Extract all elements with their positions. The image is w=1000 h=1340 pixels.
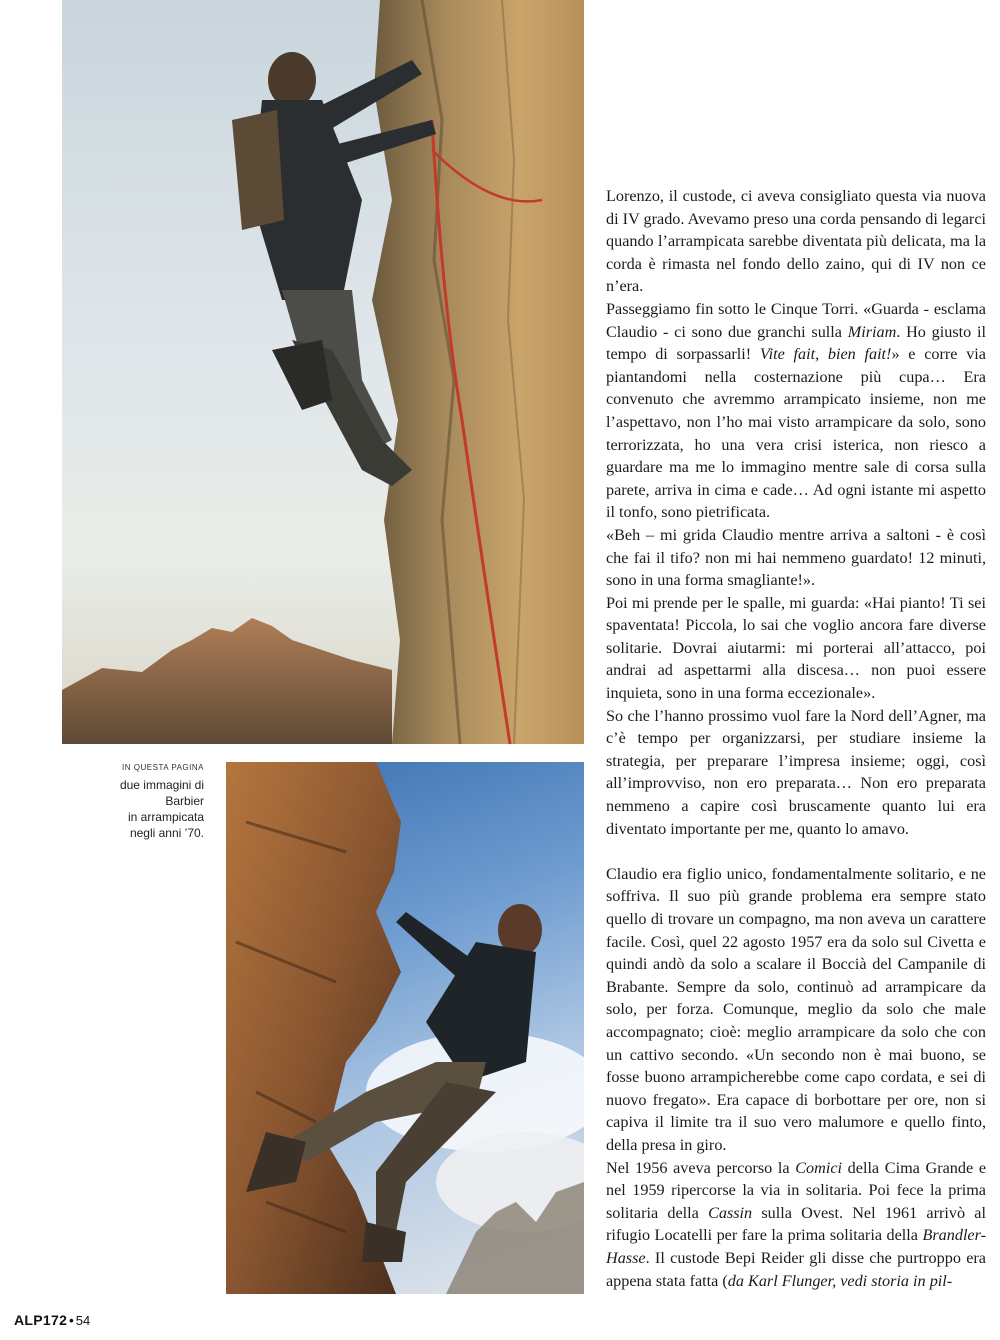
italic-quote: Vite fait, bien fait! xyxy=(759,345,892,364)
paragraph-text: . Il custode Bepi Reider gli disse che purtroppo era appena stata fatta ( xyxy=(606,1248,986,1290)
paragraph-text: . Ho giusto il tempo di sorpassarli! xyxy=(606,322,986,364)
article-body xyxy=(606,185,986,1292)
paragraph-text: Passeggiamo fin sotto le Cinque Torri. «Guarda - esclama Claudio - ci sono due granchi sulla xyxy=(606,299,986,341)
paragraph-text: della Cima Grande e nel 1959 ripercorse la via in solitaria. Poi fece la prima solitaria della xyxy=(606,1158,987,1222)
paragraph-text: Nel 1956 aveva percorso la xyxy=(606,1158,796,1177)
paragraph-text: » e corre via piantandomi nella costernazione più cupa… Era convenuto che avremmo arrampicato insieme, non me l’aspettavo, non l’ho mai visto arrampicare da solo, sono terrorizzata, ho una vera crisi isterica, non riesco a guardare ma me lo immagino mentre sale di corsa sulla parete, arriva in cima e cade… Ad ogni istante mi aspetto il tonfo, sono pietrificata. xyxy=(606,345,986,522)
article-paragraph: Lorenzo, il custode, ci aveva consigliato questa via nuova di IV grado. Avevamo preso una corda pensando di legarci quando l’arrampicata sarebbe diventata più delicata, ma la corda è rimasta nel fondo dello zaino, qui di IV non ce n’era. xyxy=(606,187,986,296)
article-paragraph: So che l’hanno prossimo vuol fare la Nord dell’Agner, ma c’è tempo per organizzarsi, per studiare insieme la strategia, per preparare l’impresa insieme; oggi, così all’improvviso, non ero preparata… Non ero preparata nemmeno a capire così bruscamente quanto lui era diventato importante per me, quanto lo amavo. xyxy=(606,706,986,838)
photo-caption xyxy=(92,760,204,841)
separator-dot: • xyxy=(69,1313,74,1328)
caption-heading: IN QUESTA PAGINA xyxy=(122,763,204,772)
page-number: 54 xyxy=(75,1313,91,1328)
page-footer xyxy=(14,1312,90,1328)
paragraph-text: Beh – mi grida Claudio mentre arriva a saltoni - è così che fai il tifo? non mi hai nemmeno guardato! 12 minuti, sono in una forma smagliante!». xyxy=(606,525,986,590)
italic-route-name: Miriam xyxy=(847,322,897,341)
magazine-name: ALP172 xyxy=(14,1312,68,1328)
caption-line: negli anni ’70. xyxy=(129,826,204,840)
italic-route-name: Comici xyxy=(795,1158,842,1177)
article-paragraph xyxy=(606,524,986,592)
italic-reference: da Karl Flunger, vedi storia in pil- xyxy=(727,1271,953,1290)
italic-route-name: Brandler-Hasse xyxy=(606,1226,986,1267)
article-paragraph: Claudio era figlio unico, fondamentalmente solitario, e ne soffriva. Il suo più grande problema era sempre stato quello di trovare un compagno, ma non aveva un carattere facile. Così, quel 22 agosto 1957 era da solo sul Civetta e quindi andò da solo a scalare il Boccià del Campanile di Brabante. Sempre da solo, continuò ad arrampicare da solo, per forza. Comunque, meglio da solo che male accompagnato; cioè: meglio arrampicare da solo che con un cattivo secondo. «Un secondo non è mai buono, se fosse buono arrampicherebbe come capo cordata, e sei di nuovo fregato». Era capace di borbottare per ore, non si capiva il limite tra il suo vero malumore e quello finto, della presa in giro. xyxy=(606,864,986,1154)
caption-line: due immagini di Barbier xyxy=(119,778,204,808)
climber-on-rock-wall-photo xyxy=(62,0,584,744)
photo-bottom-illustration xyxy=(226,762,584,1294)
italic-route-name: Cassin xyxy=(708,1203,753,1222)
article-paragraph xyxy=(606,1157,986,1293)
caption-line: in arrampicata xyxy=(127,810,204,824)
climber-on-overhang-photo xyxy=(226,762,584,1294)
paragraph-text: sulla Ovest. Nel 1961 arrivò al rifugio Locatelli per fare la prima solitaria della xyxy=(606,1203,986,1245)
quote-mark: « xyxy=(606,525,615,544)
article-paragraph: Poi mi prende per le spalle, mi guarda: «Hai pianto! Ti sei spaventata! Piccola, lo sai che voglio ancora fare diverse solitarie. Dovrai aiutarmi: mi porterai all’attacco, poi andrai ad aspettarmi alla discesa… non puoi essere inquieta, sono in una forma eccezionale». xyxy=(606,593,986,703)
article-paragraph xyxy=(606,298,986,524)
photo-top-illustration xyxy=(62,0,584,744)
